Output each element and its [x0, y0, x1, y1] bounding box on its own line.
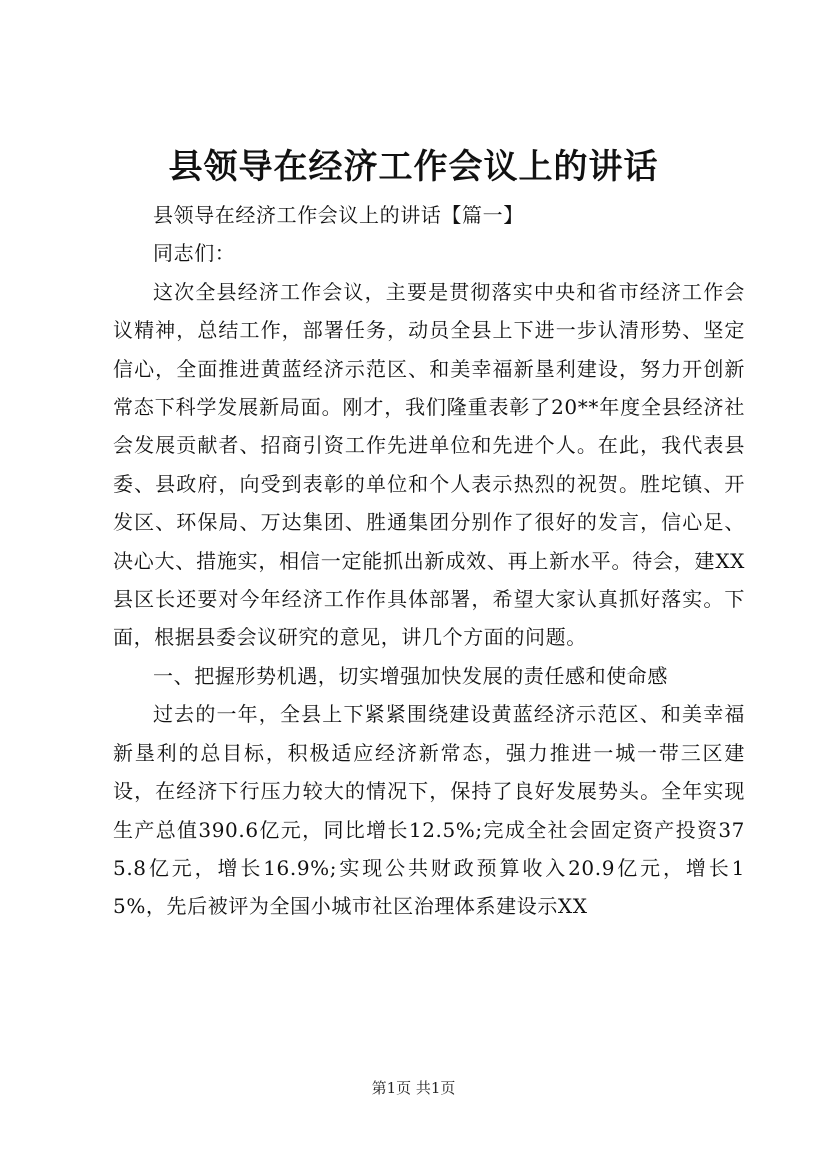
section-heading-1: 一、把握形势机遇，切实增强加快发展的责任感和使命感 [153, 663, 668, 688]
paragraph-review: 过去的一年，全县上下紧紧围绕建设黄蓝经济示范区、和美幸福新垦利的总目标，积极适应经济新常态，强力推进一城一带三区建设，在经济下行压力较大的情况下，保持了良好发展势头。全年实现生产总值390.6亿元，同比增长12.5%;完成全社会固定资产投资375.8亿元，增长16.9%;实现公共财政预算收入20.9亿元，增长15%，先后被评为全国小城市社区治理体系建设示XX [113, 702, 745, 919]
document-body [113, 196, 745, 926]
paragraph-salutation: 同志们： [153, 241, 236, 266]
paragraph-opening: 这次全县经济工作会议，主要是贯彻落实中央和省市经济工作会议精神，总结工作，部署任务，动员全县上下进一步认清形势、坚定信心，全面推进黄蓝经济示范区、和美幸福新垦利建设，努力开创新常态下科学发展新局面。刚才，我们隆重表彰了20**年度全县经济社会发展贡献者、招商引资工作先进单位和先进个人。在此，我代表县委、县政府，向受到表彰的单位和个人表示热烈的祝贺。胜坨镇、开发区、环保局、万达集团、胜通集团分别作了很好的发言，信心足、决心大、措施实，相信一定能抓出新成效、再上新水平。待会，建XX县区长还要对今年经济工作作具体部署，希望大家认真抓好落实。下面，根据县委会议研究的意见，讲几个方面的问题。 [113, 279, 745, 650]
page-number-footer: 第1页 共1页 [371, 1079, 456, 1097]
document-title: 县领导在经济工作会议上的讲话 [168, 147, 659, 187]
paragraph-subtitle: 县领导在经济工作会议上的讲话【篇一】 [153, 203, 524, 227]
